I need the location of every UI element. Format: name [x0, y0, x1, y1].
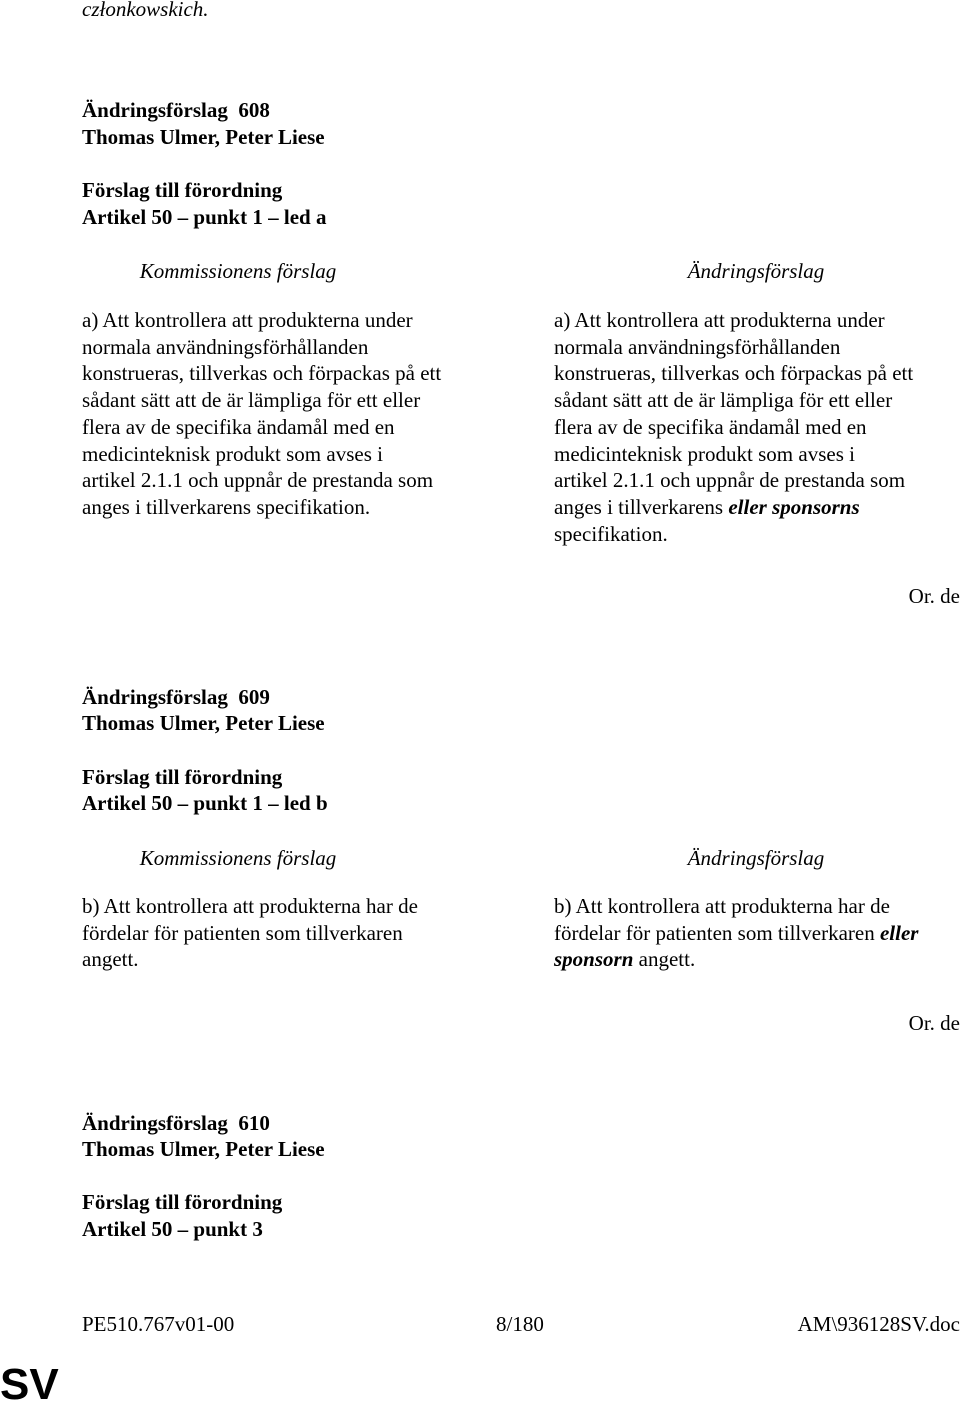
- amendment-608-authors: Thomas Ulmer, Peter Liese: [82, 125, 325, 149]
- text-line: sådant sätt att de är lämpliga för ett eller: [554, 388, 893, 413]
- amendment-609-proposal: Förslag till förordning: [82, 765, 283, 789]
- text-line: a) Att kontrollera att produkterna under: [82, 308, 413, 332]
- inserted-text: sponsorn: [554, 947, 634, 972]
- amendment-608-article: Artikel 50 – punkt 1 – led a: [82, 205, 327, 229]
- text-line: normala användningsförhållanden: [554, 334, 841, 359]
- amendment-609-article: Artikel 50 – punkt 1 – led b: [82, 791, 328, 815]
- text-line: artikel 2.1.1 och uppnår de prestanda som: [82, 468, 434, 493]
- amendment-608-proposal: Förslag till förordning: [82, 178, 283, 202]
- footer-doc-ref: PE510.767v01-00: [82, 1312, 235, 1336]
- original-language: Or. de: [908, 1011, 960, 1035]
- footer-page-number: 8/180: [496, 1312, 544, 1336]
- amendment-609-authors: Thomas Ulmer, Peter Liese: [82, 711, 325, 735]
- inserted-text: eller: [879, 920, 919, 945]
- original-language: Or. de: [908, 584, 960, 608]
- amendment-609-commission-text: [82, 893, 482, 973]
- footer-language-code: SV: [0, 1360, 59, 1409]
- text-plain: anges i tillverkarens: [554, 494, 729, 519]
- footer-file-name: AM\936128SV.doc: [797, 1312, 960, 1336]
- text-line: artikel 2.1.1 och uppnår de prestanda som: [554, 468, 906, 493]
- text-line: [554, 494, 960, 521]
- text-line: normala användningsförhållanden: [82, 334, 369, 359]
- text-line: angett.: [82, 947, 139, 972]
- text-line: medicinteknisk produkt som avses i: [82, 441, 383, 466]
- amendment-heading-label: Ändringsförslag: [82, 98, 228, 122]
- text-line: sådant sätt att de är lämpliga för ett eller: [82, 388, 421, 413]
- text-line: fördelar för patienten som tillverkaren: [82, 920, 403, 945]
- amendment-header: Ändringsförslag: [687, 259, 825, 283]
- amendment-heading-label: Ändringsförslag: [82, 1111, 228, 1135]
- amendment-610-article: Artikel 50 – punkt 3: [82, 1217, 263, 1241]
- amendment-608-heading: [82, 97, 270, 124]
- amendment-heading-label: Ändringsförslag: [82, 685, 228, 709]
- inserted-text: eller sponsorns: [728, 494, 860, 519]
- amendment-610-proposal: Förslag till förordning: [82, 1190, 283, 1214]
- amendment-609-amended-text: [554, 893, 960, 973]
- amendment-number: 609: [238, 685, 270, 709]
- text-line: specifikation.: [554, 521, 668, 546]
- text-line: flera av de specifika ändamål med en: [82, 414, 395, 439]
- amendment-609-heading: [82, 684, 270, 711]
- commission-proposal-header: Kommissionens förslag: [139, 259, 337, 283]
- amendment-610-authors: Thomas Ulmer, Peter Liese: [82, 1137, 325, 1161]
- text-line: konstrueras, tillverkas och förpackas på ett: [554, 361, 914, 386]
- text-line: b) Att kontrollera att produkterna har de: [82, 894, 418, 918]
- amendment-number: 608: [238, 98, 270, 122]
- text-plain: fördelar för patienten som tillverkaren: [554, 920, 880, 945]
- text-line: a) Att kontrollera att produkterna under: [554, 308, 885, 332]
- amendment-610-heading: [82, 1110, 270, 1137]
- amendment-number: 610: [238, 1111, 270, 1135]
- text-line: b) Att kontrollera att produkterna har de: [554, 894, 890, 918]
- amendment-608-amended-text: [554, 307, 960, 547]
- text-line: anges i tillverkarens specifikation.: [82, 494, 371, 519]
- amendment-608-commission-text: [82, 307, 482, 521]
- previous-page-fragment: członkowskich.: [82, 0, 209, 21]
- text-line: [554, 946, 960, 973]
- commission-proposal-header: Kommissionens förslag: [139, 846, 337, 870]
- amendment-header: Ändringsförslag: [687, 846, 825, 870]
- text-line: flera av de specifika ändamål med en: [554, 414, 867, 439]
- text-line: konstrueras, tillverkas och förpackas på ett: [82, 361, 442, 386]
- text-plain: angett.: [633, 947, 696, 972]
- text-line: [554, 920, 960, 947]
- text-line: medicinteknisk produkt som avses i: [554, 441, 855, 466]
